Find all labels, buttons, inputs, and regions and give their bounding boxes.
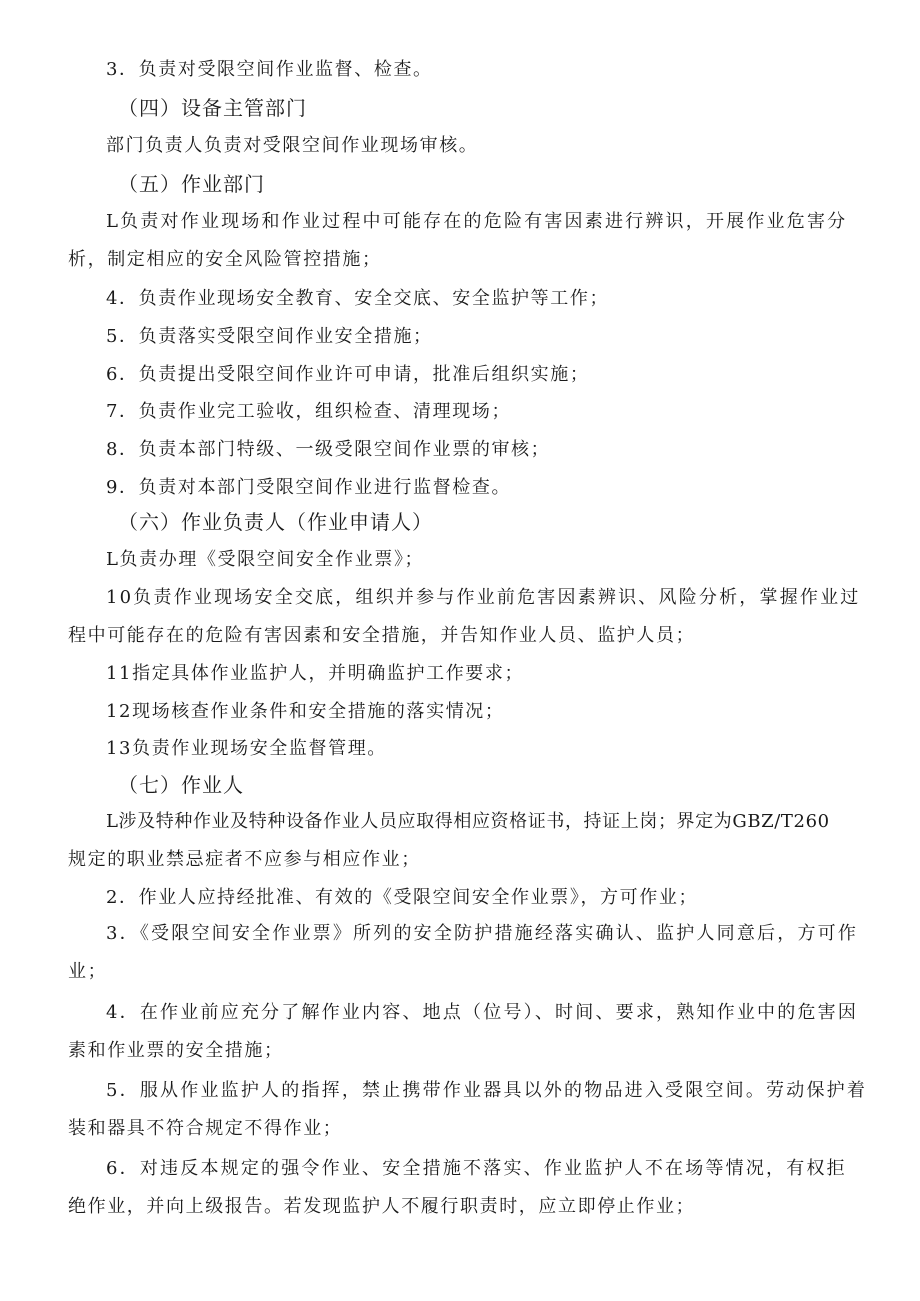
item-1-line-2: 析，制定相应的安全风险管控措施；: [68, 249, 382, 270]
item-9: 9．负责对本部门受限空间作业进行监督检查。: [106, 477, 512, 498]
item-6: 6．负责提出受限空间作业许可申请，批准后组织实施；: [106, 364, 590, 385]
section-heading-5: （五）作业部门: [118, 172, 265, 196]
item-1-ticket: L负责办理《受限空间安全作业票》；: [106, 549, 425, 570]
worker-item-6-line-1: 6．对违反本规定的强令作业、安全措施不落实、作业监护人不在场等情况，有权拒: [106, 1158, 847, 1179]
worker-item-3-line-1: 3．《受限空间安全作业票》所列的安全防护措施经落实确认、监护人同意后，方可作: [106, 923, 859, 944]
item-4: 4．负责作业现场安全教育、安全交底、安全监护等工作；: [106, 288, 610, 309]
section-heading-6: （六）作业负责人（作业申请人）: [118, 510, 433, 534]
worker-item-6-line-2: 绝作业，并向上级报告。若发现监护人不履行职责时，应立即停止作业；: [68, 1196, 696, 1217]
item-10-line-2: 程中可能存在的危险有害因素和安全措施，并告知作业人员、监护人员；: [68, 625, 696, 646]
item-5: 5．负责落实受限空间作业安全措施；: [106, 326, 433, 347]
worker-item-4-line-2: 素和作业票的安全措施；: [68, 1040, 284, 1061]
section-heading-4: （四）设备主管部门: [118, 96, 307, 120]
worker-item-5-line-2: 装和器具不符合规定不得作业；: [68, 1118, 343, 1139]
item-11: 11指定具体作业监护人，并明确监护工作要求；: [106, 663, 525, 684]
section-heading-7: （七）作业人: [118, 773, 244, 797]
worker-item-1-line-1: L涉及特种作业及特种设备作业人员应取得相应资格证书，持证上岗；界定为GBZ/T260: [106, 811, 830, 832]
item-8: 8．负责本部门特级、一级受限空间作业票的审核；: [106, 439, 551, 460]
item-3-supervision: 3．负责对受限空间作业监督、检查。: [106, 59, 433, 80]
worker-item-4-line-1: 4．在作业前应充分了解作业内容、地点（位号）、时间、要求，熟知作业中的危害因: [106, 1002, 859, 1023]
worker-item-5-line-1: 5．服从作业监护人的指挥，禁止携带作业器具以外的物品进入受限空间。劳动保护着: [106, 1080, 868, 1101]
worker-item-2: 2．作业人应持经批准、有效的《受限空间安全作业票》，方可作业；: [106, 887, 699, 908]
item-7: 7．负责作业完工验收，组织检查、清理现场；: [106, 401, 512, 422]
item-1-line-1: L负责对作业现场和作业过程中可能存在的危险有害因素进行辨识，开展作业危害分: [106, 211, 848, 232]
worker-item-3-line-2: 业；: [68, 961, 108, 982]
item-13: 13负责作业现场安全监督管理。: [106, 738, 387, 759]
item-10-line-1: 10负责作业现场安全交底，组织并参与作业前危害因素辨识、风险分析，掌握作业过: [106, 587, 861, 608]
worker-item-1-line-2: 规定的职业禁忌症者不应参与相应作业；: [68, 849, 421, 870]
item-12: 12现场核查作业条件和安全措施的落实情况；: [106, 701, 505, 722]
paragraph-dept-head: 部门负责人负责对受限空间作业现场审核。: [106, 135, 479, 156]
